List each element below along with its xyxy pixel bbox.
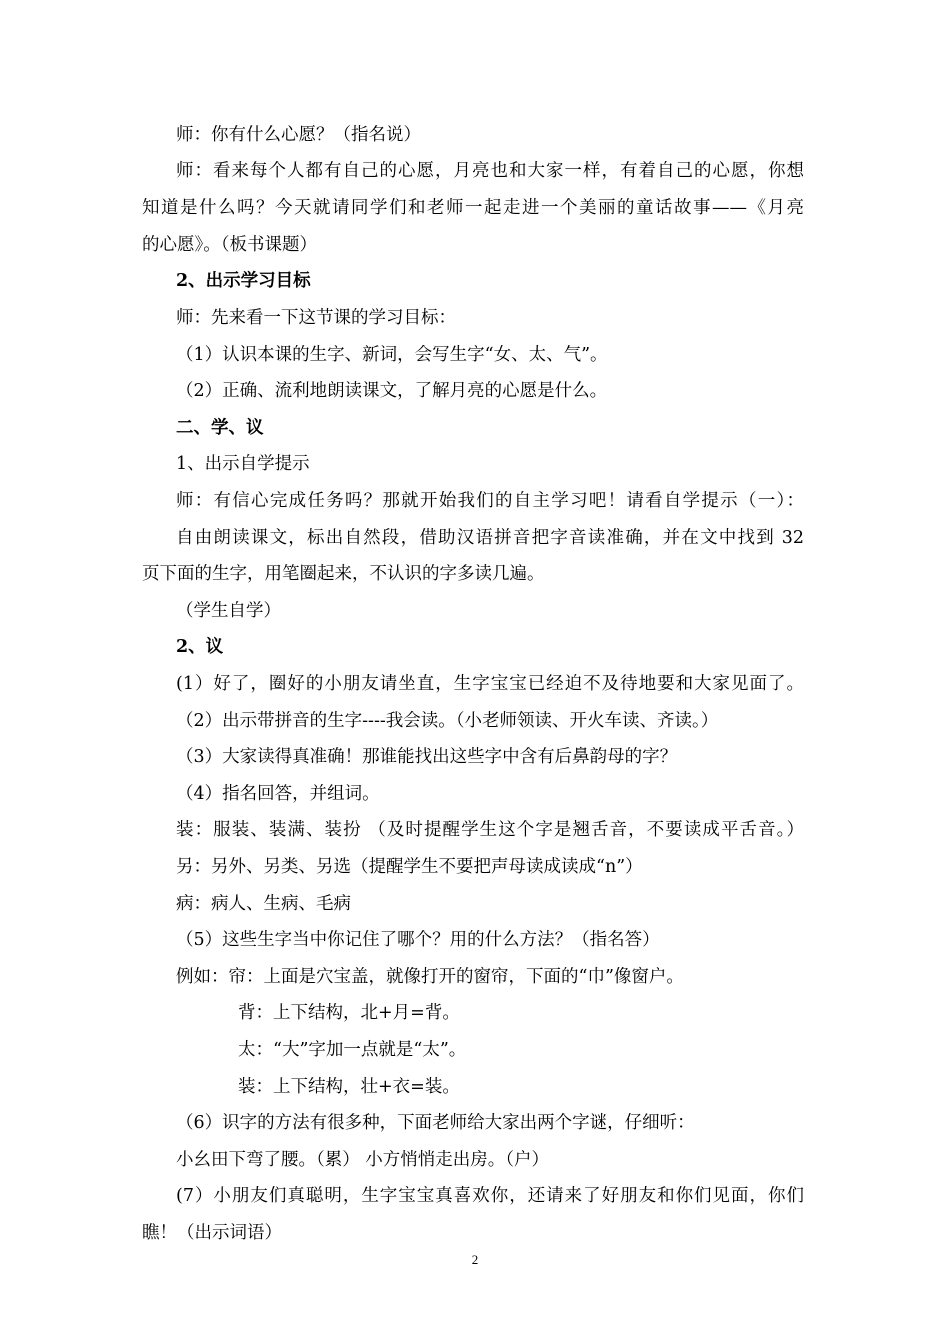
dialogue-line: 师：有信心完成任务吗？那就开始我们的自主学习吧！请看自学提示（一）： bbox=[176, 491, 804, 511]
dialogue-line: 师：先来看一下这节课的学习目标： bbox=[176, 308, 456, 328]
step-item: (1）好了，圈好的小朋友请坐直，生字宝宝已经迫不及待地要和大家见面了。 bbox=[176, 674, 804, 694]
paragraph-line: 自由朗读课文，标出自然段，借助汉语拼音把字音读准确，并在文中找到 32 bbox=[176, 528, 804, 548]
step-item: （6）识字的方法有很多种，下面老师给大家出两个字谜，仔细听： bbox=[176, 1113, 695, 1133]
riddle-line: 小幺田下弯了腰。（累） 小方悄悄走出房。（户） bbox=[176, 1150, 550, 1170]
example-line: 装：上下结构，壮+衣=装。 bbox=[238, 1077, 460, 1097]
objective-item: （2）正确、流利地朗读课文，了解月亮的心愿是什么。 bbox=[176, 381, 608, 401]
subsection-heading: 2、议 bbox=[176, 637, 224, 657]
dialogue-line: 师：看来每个人都有自己的心愿，月亮也和大家一样，有着自己的心愿，你想 bbox=[176, 161, 804, 181]
paragraph-line: 的心愿》。（板书课题） bbox=[142, 235, 317, 255]
paragraph-line: 知道是什么吗？今天就请同学们和老师一起走进一个美丽的童话故事——《月亮 bbox=[142, 198, 804, 218]
example-line: 背：上下结构，北+月=背。 bbox=[238, 1003, 460, 1023]
paragraph-line: （学生自学） bbox=[176, 601, 281, 621]
word-group-line: 装：服装、装满、装扮 （及时提醒学生这个字是翘舌音，不要读成平舌音。） bbox=[176, 820, 804, 840]
step-item: （4）指名回答，并组词。 bbox=[176, 784, 380, 804]
step-item: (7）小朋友们真聪明，生字宝宝真喜欢你，还请来了好朋友和你们见面，你们 bbox=[176, 1186, 804, 1206]
word-group-line: 另：另外、另类、另选（提醒学生不要把声母读成读成“n”） bbox=[176, 857, 643, 877]
step-item: （2）出示带拼音的生字----我会读。（小老师领读、开火车读、齐读。） bbox=[176, 711, 719, 731]
paragraph-line: 瞧！（出示词语） bbox=[142, 1223, 282, 1243]
page-number: 2 bbox=[471, 1252, 479, 1267]
dialogue-line: 师：你有什么心愿？（指名说） bbox=[176, 125, 421, 145]
example-line: 例如：帘：上面是穴宝盖，就像打开的窗帘，下面的“巾”像窗户。 bbox=[176, 967, 684, 987]
example-line: 太：“大”字加一点就是“太”。 bbox=[238, 1040, 467, 1060]
step-item: （3）大家读得真准确！那谁能找出这些字中含有后鼻韵母的字？ bbox=[176, 747, 678, 767]
subsection-heading: 1、出示自学提示 bbox=[176, 454, 310, 474]
paragraph-line: 页下面的生字，用笔圈起来，不认识的字多读几遍。 bbox=[142, 564, 545, 584]
step-item: （5）这些生字当中你记住了哪个？用的什么方法？（指名答） bbox=[176, 930, 660, 950]
word-group-line: 病：病人、生病、毛病 bbox=[176, 894, 351, 914]
objective-item: （1）认识本课的生字、新词，会写生字“女、太、气”。 bbox=[176, 345, 608, 365]
section-heading: 二、学、议 bbox=[176, 418, 264, 438]
section-heading: 2、出示学习目标 bbox=[176, 271, 311, 291]
